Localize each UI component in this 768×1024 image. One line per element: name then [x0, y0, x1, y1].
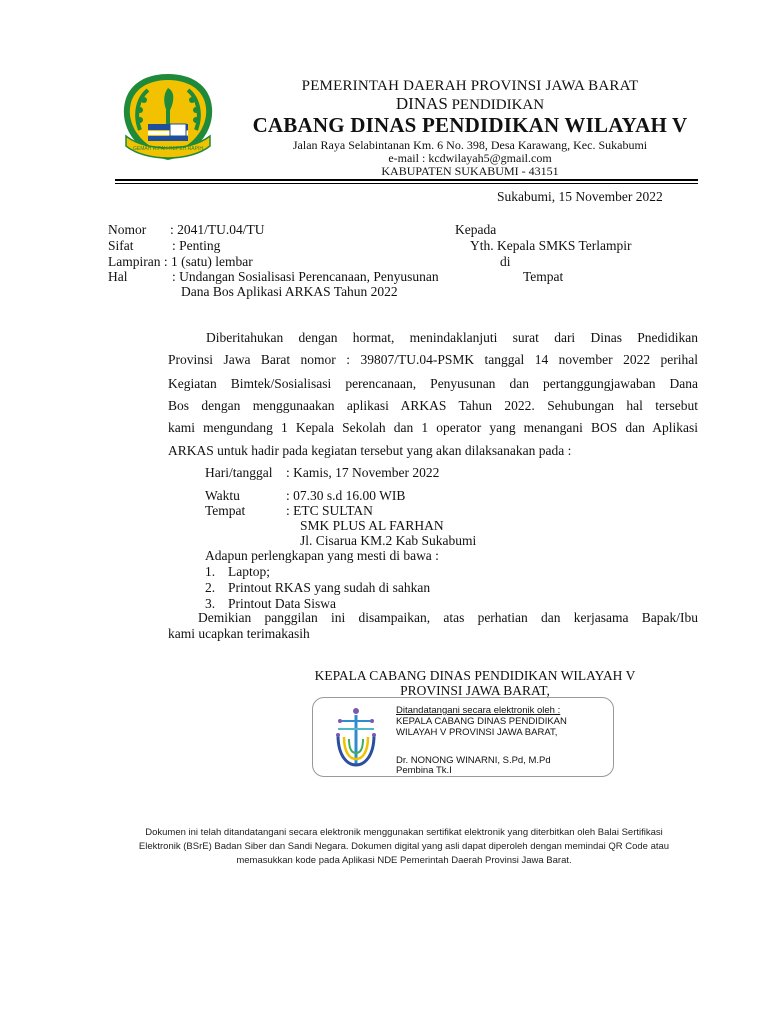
disclaimer-line: Dokumen ini telah ditandatangani secara elektronik menggunakan sertifikat elektronik yang diterbitkan oleh Balai Sertifikasi — [145, 827, 663, 838]
recipient-kepada: Kepada — [455, 222, 497, 237]
letterhead-branch: CABANG DINAS PENDIDIKAN WILAYAH V — [252, 113, 688, 137]
closing-line-end: kami ucapkan terimakasih — [168, 626, 310, 641]
tempat-value-address: Jl. Cisarua KM.2 Kab Sukabumi — [300, 533, 477, 548]
nomor-label: Nomor — [108, 222, 147, 237]
lampiran-line: Lampiran : 1 (satu) lembar — [108, 254, 253, 269]
letterhead-divider-thin — [115, 183, 698, 184]
body-line: ARKAS untuk hadir pada kegiatan tersebut yang akan dilaksanakan pada : — [168, 443, 572, 458]
signer-position: KEPALA CABANG DINAS PENDIDIKAN — [396, 716, 567, 727]
list-item: Laptop; — [228, 564, 270, 579]
recipient-di: di — [500, 254, 511, 269]
recipient-tempat: Tempat — [523, 269, 564, 284]
sifat-label: Sifat — [108, 238, 134, 253]
letterhead-department — [200, 94, 740, 114]
closing-line: Demikian panggilan ini disampaikan, atas perhatian dan kerjasama Bapak/Ibu — [198, 610, 698, 625]
body-line: Bos dengan menggunaakan aplikasi ARKAS Tahun 2022. Sehubungan hal tersebut — [168, 398, 698, 413]
signer-rank: Pembina Tk.I — [396, 765, 452, 776]
hal-value: : Undangan Sosialisasi Perencanaan, Penyusunan — [172, 269, 439, 284]
body-line: Kegiatan Bimtek/Sosialisasi perencanaan, Penyusunan dan pertanggungjawaban Dana — [168, 376, 698, 391]
letterhead-email: e-mail : kcdwilayah5@gmail.com — [388, 151, 552, 165]
waktu-label: Waktu — [205, 488, 240, 503]
list-item: Printout Data Siswa — [228, 596, 336, 611]
letterhead-address: Jalan Raya Selabintanan Km. 6 No. 398, Desa Karawang, Kec. Sukabumi — [292, 138, 648, 152]
tempat-label: Tempat — [205, 503, 246, 518]
letterhead-department-prefix: DINAS — [395, 94, 448, 113]
disclaimer-line: memasukkan kode pada Aplikasi NDE Pemerintah Daerah Provinsi Jawa Barat. — [236, 855, 572, 866]
list-item: Printout RKAS yang sudah di sahkan — [228, 580, 431, 595]
perlengkapan-line: Adapun perlengkapan yang mesti di bawa : — [205, 548, 439, 563]
recipient-yth: Yth. Kepala SMKS Terlampir — [470, 238, 632, 253]
body-line: Provinsi Jawa Barat nomor : 39807/TU.04-PSMK tanggal 14 november 2022 perihal — [168, 352, 698, 367]
hari-value: : Kamis, 17 November 2022 — [286, 465, 440, 480]
list-item-number: 1. — [205, 564, 216, 579]
signer-name: Dr. NONONG WINARNI, S.Pd, M.Pd — [396, 755, 551, 766]
signature-title-province: PROVINSI JAWA BARAT, — [400, 683, 550, 698]
disclaimer-line: Elektronik (BSrE) Badan Siber dan Sandi Negara. Dokumen digital yang asli dapat diperoleh dengan memindai QR Code atau — [138, 841, 670, 852]
hari-label: Hari/tanggal — [205, 465, 273, 480]
list-item-number: 2. — [205, 580, 216, 595]
letterhead-department-rest: PENDIDIKAN — [447, 97, 545, 113]
signed-by-label: Ditandatangani secara elektronik oleh : — [396, 705, 561, 716]
logo-motto: GEMAH RIPAH REPEH RAPIH — [133, 146, 203, 152]
letterhead-city: KABUPATEN SUKABUMI - 43151 — [381, 164, 559, 178]
nomor-value: : 2041/TU.04/TU — [170, 222, 265, 237]
tempat-value: : ETC SULTAN — [286, 503, 373, 518]
hal-label: Hal — [108, 269, 128, 284]
letter-date: Sukabumi, 15 November 2022 — [497, 189, 663, 204]
body-line: kami mengundang 1 Kepala Sekolah dan 1 operator yang menangani BOS dan Aplikasi — [168, 420, 698, 435]
body-line: Diberitahukan dengan hormat, menindaklanjuti surat dari Dinas Pnedidikan — [206, 330, 698, 345]
e-signature-disclaimer — [110, 826, 698, 868]
tempat-value-school: SMK PLUS AL FARHAN — [300, 518, 444, 533]
hal-value-continued: Dana Bos Aplikasi ARKAS Tahun 2022 — [181, 284, 398, 299]
signer-position-continued: WILAYAH V PROVINSI JAWA BARAT, — [396, 727, 558, 738]
sifat-value: : Penting — [172, 238, 221, 253]
list-item-number: 3. — [205, 596, 216, 611]
signature-title: KEPALA CABANG DINAS PENDIDIKAN WILAYAH V — [314, 668, 636, 683]
bsre-signature-icon — [330, 703, 382, 773]
letterhead-divider-thick — [115, 179, 698, 181]
waktu-value: : 07.30 s.d 16.00 WIB — [286, 488, 406, 503]
letterhead-government: PEMERINTAH DAERAH PROVINSI JAWA BARAT — [301, 78, 639, 94]
